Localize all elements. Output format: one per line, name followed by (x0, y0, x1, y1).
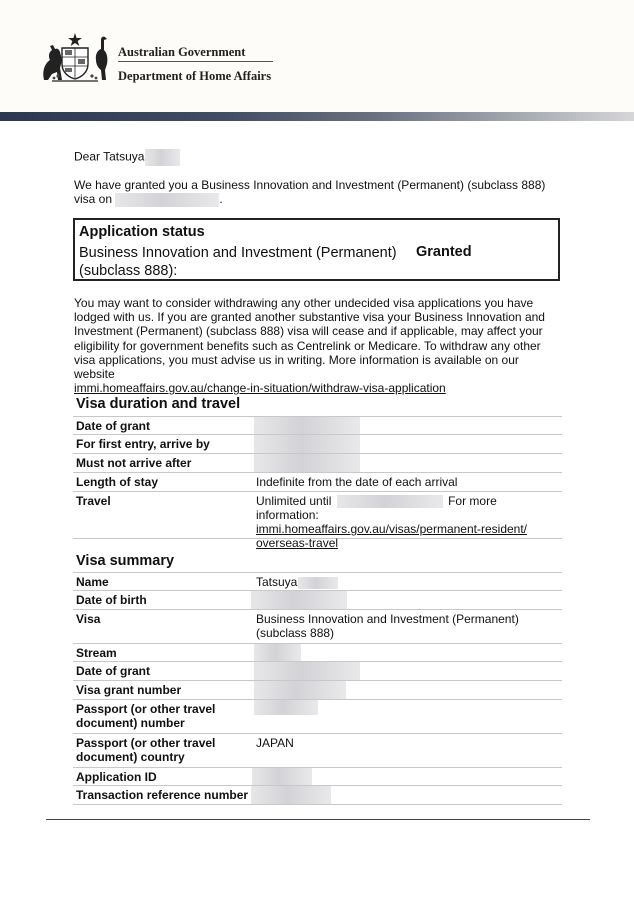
travel-link-line-1[interactable]: immi.homeaffairs.gov.au/visas/permanent-resident/ (256, 522, 528, 537)
table-row (73, 473, 562, 492)
row-label: Stream (76, 646, 117, 660)
visa-duration-table (73, 416, 562, 551)
table-row (73, 700, 562, 734)
redacted-value (251, 786, 331, 804)
row-label: Travel (76, 494, 111, 508)
redacted-value (252, 768, 312, 785)
redacted-value (254, 700, 318, 715)
row-label: Transaction reference number (76, 788, 249, 802)
table-row (73, 786, 562, 805)
salutation (74, 149, 180, 166)
row-label: Length of stay (76, 475, 159, 489)
table-row (73, 768, 562, 786)
intro-line-1: We have granted you a Business Innovation and Investment (Permanent) (subclass 888) (74, 178, 546, 192)
row-label: Passport (or other travel document) number (76, 702, 216, 730)
row-value: JAPAN (256, 736, 294, 750)
table-row (73, 610, 562, 644)
name-value: Tatsuya (256, 575, 298, 589)
row-label: Must not arrive after (76, 456, 192, 470)
redacted-value (254, 417, 360, 434)
footer-divider (46, 819, 590, 820)
table-row (73, 417, 562, 435)
table-row (73, 492, 562, 551)
visa-duration-heading: Visa duration and travel (76, 396, 241, 412)
department-name: Department of Home Affairs (118, 69, 272, 83)
row-value (254, 644, 558, 661)
redacted-value (254, 681, 346, 699)
withdraw-visa-link[interactable]: immi.homeaffairs.gov.au/change-in-situation/withdraw-visa-application (74, 381, 446, 396)
row-value (256, 494, 560, 550)
table-row (73, 591, 562, 610)
row-label: Passport (or other travel document) country (76, 736, 216, 764)
row-value (254, 700, 558, 715)
row-value (252, 768, 556, 785)
row-value (254, 662, 558, 680)
status-visa-name: Business Innovation and Investment (Permanent) (subclass 888): (79, 245, 397, 279)
status-badge: Granted (416, 244, 472, 260)
row-value (256, 575, 560, 589)
intro-period: . (219, 192, 223, 206)
government-name: Australian Government (118, 45, 246, 59)
table-row (73, 573, 562, 591)
row-label: Visa (76, 612, 101, 626)
redacted-surname (145, 149, 180, 166)
header-band (0, 112, 634, 121)
redacted-value (254, 435, 360, 453)
travel-line-1 (256, 494, 560, 522)
redacted-grant-date (115, 193, 219, 207)
table-row (73, 435, 562, 454)
coat-of-arms-icon (38, 30, 112, 84)
salutation-text: Dear Tatsuya (74, 149, 145, 164)
redacted-surname (298, 577, 338, 589)
row-value: Indefinite from the date of each arrival (256, 475, 458, 489)
travel-prefix: Unlimited until (256, 494, 332, 508)
travel-link-line-2[interactable]: overseas-travel (256, 536, 339, 551)
redacted-value (254, 454, 360, 472)
row-value (254, 681, 558, 699)
intro-line-2 (74, 192, 564, 207)
row-value (254, 417, 558, 434)
intro-paragraph (74, 178, 564, 207)
withdrawal-advice (74, 296, 562, 395)
visa-summary-heading: Visa summary (76, 553, 175, 569)
row-value (251, 591, 555, 609)
visa-summary-table (73, 572, 562, 805)
redacted-value (254, 644, 301, 661)
row-label: Date of grant (76, 664, 151, 678)
header-divider (118, 61, 273, 62)
application-status-box (73, 218, 560, 281)
table-row (73, 662, 562, 681)
row-value (254, 435, 558, 453)
row-value: Business Innovation and Investment (Permanent) (subclass 888) (256, 612, 519, 640)
travel-suffix: For more information: (256, 494, 497, 523)
intro-visa-on: visa on (74, 192, 113, 206)
row-label: Date of birth (76, 593, 147, 607)
row-value (254, 454, 558, 472)
redacted-value (254, 662, 360, 680)
redacted-value (251, 591, 347, 609)
table-row (73, 734, 562, 768)
table-row (73, 681, 562, 700)
row-label: Date of grant (76, 419, 151, 433)
row-label: Application ID (76, 770, 157, 784)
redacted-travel-date (337, 495, 443, 508)
row-label: For first entry, arrive by (76, 437, 210, 451)
table-row (73, 454, 562, 473)
row-label: Visa grant number (76, 683, 182, 697)
advice-text: You may want to consider withdrawing any other undecided visa applications you have lodged with us. If you are granted another substantive visa your Business Innovation and Investment (Permanent) (subclass 888) visa will cease and if applicable, may affect your eligibility for government benefits such as Centrelink or Medicare. To withdraw any other visa applications, you must advise us in writing. More information is available on our website (74, 296, 545, 382)
status-title: Application status (79, 224, 205, 240)
table-row (73, 644, 562, 662)
row-value (251, 786, 555, 804)
row-label: Name (76, 575, 109, 589)
